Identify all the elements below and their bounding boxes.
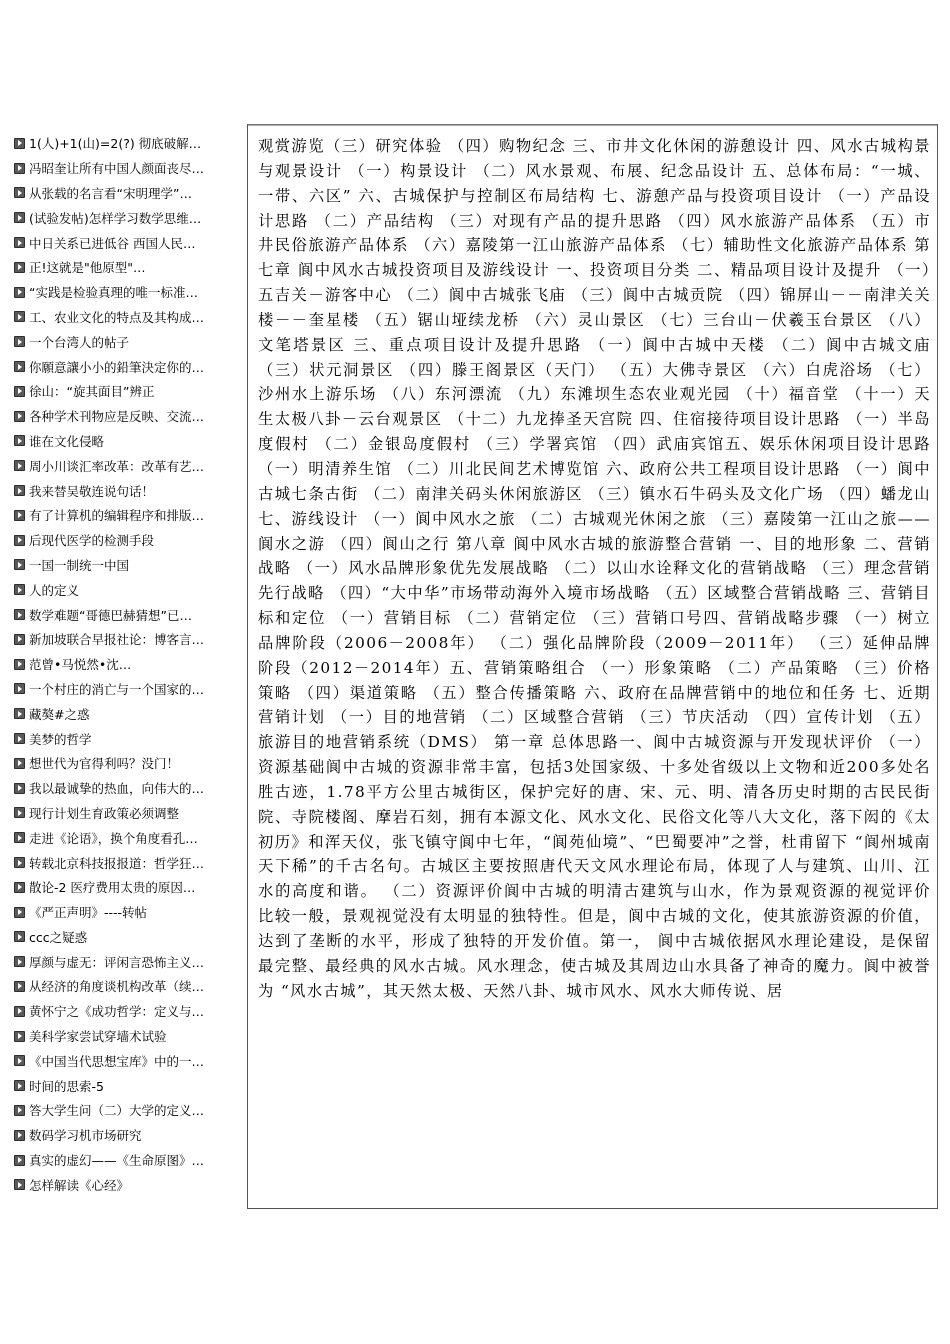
- arrow-bullet-icon: [14, 1105, 25, 1116]
- sidebar-link-label: 《中国当代思想宝库》中的一…: [29, 1053, 205, 1069]
- sidebar-link[interactable]: [14, 677, 236, 702]
- sidebar-link[interactable]: [14, 850, 236, 875]
- arrow-bullet-icon: [14, 187, 25, 198]
- arrow-bullet-icon: [14, 907, 25, 918]
- arrow-bullet-icon: [14, 411, 25, 422]
- sidebar-link[interactable]: [14, 1148, 236, 1173]
- arrow-bullet-icon: [14, 981, 25, 992]
- sidebar-link-label: 数码学习机市场研究: [29, 1128, 142, 1144]
- sidebar-link-label: 《严正声明》----转帖: [29, 905, 148, 921]
- arrow-bullet-icon: [14, 163, 25, 174]
- arrow-bullet-icon: [14, 832, 25, 843]
- sidebar-link[interactable]: [14, 999, 236, 1024]
- sidebar-link[interactable]: [14, 156, 236, 181]
- sidebar-link[interactable]: [14, 255, 236, 280]
- arrow-bullet-icon: [14, 733, 25, 744]
- sidebar-link-label: 有了计算机的编辑程序和排版…: [29, 508, 205, 524]
- content-inner-border: [248, 125, 937, 128]
- arrow-bullet-icon: [14, 336, 25, 347]
- sidebar-link-label: 范曾•马悦然•沈…: [29, 657, 132, 673]
- sidebar-link-label: 藏獒#之惑: [29, 706, 90, 722]
- sidebar-link[interactable]: [14, 1172, 236, 1197]
- sidebar-link-label: 想世代为官得利吗？没门！: [29, 756, 180, 772]
- sidebar-link-label: 走进《论语》，换个角度看孔…: [29, 830, 198, 846]
- sidebar-link-label: 从经济的角度谈机构改革（续…: [29, 979, 205, 995]
- sidebar-link[interactable]: [14, 577, 236, 602]
- arrow-bullet-icon: [14, 807, 25, 818]
- arrow-bullet-icon: [14, 559, 25, 570]
- arrow-bullet-icon: [14, 1130, 25, 1141]
- sidebar-link-label: 真实的虚幻——《生命原图》…: [29, 1153, 205, 1169]
- arrow-bullet-icon: [14, 1006, 25, 1017]
- arrow-bullet-icon: [14, 783, 25, 794]
- sidebar-link[interactable]: [14, 900, 236, 925]
- arrow-bullet-icon: [14, 634, 25, 645]
- sidebar-link[interactable]: [14, 701, 236, 726]
- arrow-bullet-icon: [14, 1155, 25, 1166]
- sidebar-link-label: 黄怀宁之《成功哲学：定义与…: [29, 1004, 205, 1020]
- sidebar-link[interactable]: [14, 751, 236, 776]
- arrow-bullet-icon: [14, 1179, 25, 1190]
- sidebar-link-label: 我以最诚挚的热血，向伟大的…: [29, 781, 205, 797]
- arrow-bullet-icon: [14, 584, 25, 595]
- sidebar-link-label: 冯昭奎让所有中国人颜面丧尽…: [29, 161, 205, 177]
- sidebar-link-label: 一个台湾人的帖子: [29, 334, 130, 350]
- sidebar-link[interactable]: [14, 404, 236, 429]
- arrow-bullet-icon: [14, 262, 25, 273]
- arrow-bullet-icon: [14, 882, 25, 893]
- sidebar-link[interactable]: [14, 429, 236, 454]
- sidebar-link-label: 各种学术刊物应是反映、交流…: [29, 409, 205, 425]
- sidebar-link-label: 人的定义: [29, 582, 80, 598]
- sidebar-link-label: 正!这就是"他原型"…: [29, 260, 146, 276]
- arrow-bullet-icon: [14, 361, 25, 372]
- sidebar-link[interactable]: [14, 1098, 236, 1123]
- arrow-bullet-icon: [14, 758, 25, 769]
- sidebar-link-label: 工、农业文化的特点及其构成…: [29, 309, 205, 325]
- sidebar-link[interactable]: [14, 925, 236, 950]
- sidebar-link-label: 一国一制统一中国: [29, 557, 130, 573]
- sidebar-link[interactable]: [14, 305, 236, 330]
- sidebar-link[interactable]: [14, 528, 236, 553]
- sidebar-link[interactable]: [14, 453, 236, 478]
- arrow-bullet-icon: [14, 609, 25, 620]
- sidebar-link[interactable]: [14, 801, 236, 826]
- arrow-bullet-icon: [14, 857, 25, 868]
- sidebar-link-label: 美梦的哲学: [29, 731, 92, 747]
- arrow-bullet-icon: [14, 535, 25, 546]
- sidebar-link-label: 后现代医学的检测手段: [29, 533, 155, 549]
- sidebar-link-label: 怎样解读《心经》: [29, 1177, 130, 1193]
- arrow-bullet-icon: [14, 510, 25, 521]
- sidebar-link-label: ccc之疑惑: [29, 929, 88, 945]
- arrow-bullet-icon: [14, 1055, 25, 1066]
- sidebar-link-label: 从张载的名言看“宋明理学”…: [29, 185, 192, 201]
- sidebar-link[interactable]: [14, 354, 236, 379]
- arrow-bullet-icon: [14, 386, 25, 397]
- sidebar-link-label: 美科学家尝试穿墙术试验: [29, 1029, 167, 1045]
- sidebar-link[interactable]: [14, 280, 236, 305]
- sidebar-link-label: 现行计划生育政策必须调整: [29, 805, 180, 821]
- arrow-bullet-icon: [14, 287, 25, 298]
- sidebar-link-label: “实践是检验真理的唯一标准…: [29, 285, 198, 301]
- sidebar-link-label: 厚颜与虚无：评闲言恐怖主义…: [29, 954, 205, 970]
- sidebar-link-label: 中日关系已进低谷 西国人民…: [29, 235, 196, 251]
- arrow-bullet-icon: [14, 708, 25, 719]
- sidebar-link[interactable]: [14, 205, 236, 230]
- article-content-box: [247, 124, 938, 1209]
- arrow-bullet-icon: [14, 956, 25, 967]
- sidebar-link-label: (试验发帖)怎样学习数学思维…: [29, 210, 202, 226]
- arrow-bullet-icon: [14, 683, 25, 694]
- sidebar-link[interactable]: [14, 1073, 236, 1098]
- sidebar-link[interactable]: [14, 553, 236, 578]
- sidebar-link-label: 你願意讓小小的鉛筆決定你的…: [29, 359, 205, 375]
- sidebar-link[interactable]: [14, 478, 236, 503]
- sidebar-link[interactable]: [14, 230, 236, 255]
- arrow-bullet-icon: [14, 485, 25, 496]
- sidebar-link-label: 新加坡联合早报社论：博客言…: [29, 632, 205, 648]
- sidebar-link-label: 答大学生问（二）大学的定义…: [29, 1103, 205, 1119]
- arrow-bullet-icon: [14, 1080, 25, 1091]
- sidebar-link[interactable]: [14, 949, 236, 974]
- sidebar-link[interactable]: [14, 974, 236, 999]
- article-body-text: 观赏游览（三）研究体验 （四）购物纪念 三、市井文化休闲的游憩设计 四、风水古城构景与观景设计 （一）构景设计 （二）风水景观、布展、纪念品设计 五、总体布局：“一城、一带、六区” 六、古城保护与控制区布局结构 七、游憩产品与投资项目设计 （一）产品设计思路 （二）产品结构 （三）对现有产品的提升思路 （四）风水旅游产品体系 （五）市井民俗旅游产品体系 （六）嘉陵第一江山旅游产品体系 （七）辅助性文化旅游产品体系 第七章 阆中风水古城投资项目及游线设计 一、投资项目分类 二、精品项目设计及提升 （一）五吉关－游客中心 （二）阆中古城张飞庙 （三）阆中古城贡院 （四）锦屏山－－南津关关楼－－奎星楼 （五）锯山垭续龙桥 （六）灵山景区 （七）三台山－伏羲玉台景区 （八）文笔塔景区 三、重点项目设计及提升思路 （一）阆中古城中天楼 （二）阆中古城文庙 （三）状元洞景区 （四）滕王阁景区（天门） （五）大佛寺景区 （六）白虎浴场 （七）沙州水上游乐场 （八）东河漂流 （九）东滩坝生态农业观光园 （十）福音堂 （十一）天生太极八卦－云台观景区 （十二）九龙捧圣天宫院 四、住宿接待项目设计思路 （一）半岛度假村 （二）金银岛度假村 （三）学署宾馆 （四）武庙宾馆五、娱乐休闲项目设计思路 （一）明清养生馆 （二）川北民间艺术博览馆 六、政府公共工程项目设计思路 （一）阆中古城七条古街 （二）南津关码头休闲旅游区 （三）镇水石牛码头及文化广场 （四）蟠龙山 七、游线设计 （一）阆中风水之旅 （二）古城观光休闲之旅 （三）嘉陵第一江山之旅——阆水之游 （四）阆山之行 第八章 阆中风水古城的旅游整合营销 一、目的地形象 二、营销战略 （一）风水品牌形象优先发展战略 （二）以山水诠释文化的营销战略 （三）理念营销先行战略 （四）“大中华”市场带动海外入境市场战略 （五）区域整合营销战略 三、营销目标和定位 （一）营销目标 （二）营销定位 （三）营销口号四、营销战略步骤 （一）树立品牌阶段（2006－2008年） （二）强化品牌阶段（2009－2011年） （三）延伸品牌阶段（2012－2014年）五、营销策略组合 （一）形象策略 （二）产品策略 （三）价格策略 （四）渠道策略 （五）整合传播策略 六、政府在品牌营销中的地位和任务 七、近期营销计划 （一）目的地营销 （二）区域整合营销 （三）节庆活动 （四）宣传计划 （五）旅游目的地营销系统（DMS） 第一章 总体思路一、阆中古城资源与开发现状评价 （一）资源基础阆中古城的资源非常丰富，包括3处国家级、十多处省级以上文物和近200多处名胜古迹，1.78平方公里古城街区，保护完好的唐、宋、元、明、清各历史时期的古民民街院、寺院楼阁、摩岩石刻，拥有本源文化、风水文化、民俗文化等八大文化，落下闳的《太初历》和浑天仪，张飞镇守阆中七年，“阆苑仙境”、“巴蜀要冲”之誉，杜甫留下 “阆州城南天下稀”的千古名句。古城区主要按照唐代天文风水理论布局，体现了人与建筑、山川、江水的高度和谐。 （二）资源评价阆中古城的明清古建筑与山水，作为景观资源的视觉评价比较一般，景观视觉没有太明显的独特性。但是，阆中古城的文化，使其旅游资源的价值，达到了垄断的水平，形成了独特的开发价值。第一， 阆中古城依据风水理论建设，是保留最完整、最经典的风水古城。风水理念，使古城及其周边山水具备了神奇的魔力。阆中被誉为 “风水古城”，其天然太极、天然八卦、城市风水、风水大师传说、居: [258, 137, 931, 1000]
- sidebar-link-label: 谁在文化侵略: [29, 433, 105, 449]
- sidebar-link-list: [14, 131, 236, 1197]
- sidebar-link[interactable]: [14, 776, 236, 801]
- arrow-bullet-icon: [14, 311, 25, 322]
- sidebar-link[interactable]: [14, 503, 236, 528]
- sidebar-link[interactable]: [14, 1048, 236, 1073]
- sidebar-link-label: 数学难题“哥德巴赫猜想”已…: [29, 607, 192, 623]
- sidebar-link[interactable]: [14, 1123, 236, 1148]
- sidebar-link[interactable]: [14, 602, 236, 627]
- arrow-bullet-icon: [14, 1031, 25, 1042]
- sidebar-link-label: 周小川谈汇率改革：改革有艺…: [29, 458, 205, 474]
- arrow-bullet-icon: [14, 237, 25, 248]
- sidebar-link[interactable]: [14, 825, 236, 850]
- arrow-bullet-icon: [14, 931, 25, 942]
- sidebar-link-label: 散论-2 医疗费用太贵的原因…: [29, 880, 196, 896]
- arrow-bullet-icon: [14, 138, 25, 149]
- sidebar-link[interactable]: [14, 379, 236, 404]
- sidebar-link[interactable]: [14, 131, 236, 156]
- sidebar-link-label: 徐山：“旋其面目”辨正: [29, 384, 155, 400]
- arrow-bullet-icon: [14, 212, 25, 223]
- sidebar-link[interactable]: [14, 329, 236, 354]
- sidebar-link[interactable]: [14, 726, 236, 751]
- sidebar-link[interactable]: [14, 875, 236, 900]
- sidebar-link-label: 一个村庄的消亡与一个国家的…: [29, 681, 205, 697]
- sidebar-link-label: 我来替吴敬连说句话！: [29, 483, 155, 499]
- arrow-bullet-icon: [14, 460, 25, 471]
- arrow-bullet-icon: [14, 435, 25, 446]
- sidebar-link-label: 1(人)+1(山)=2(?) 彻底破解…: [29, 136, 202, 152]
- sidebar-link-label: 时间的思索-5: [29, 1078, 104, 1094]
- sidebar-link-label: 转载北京科技报报道：哲学狂…: [29, 855, 205, 871]
- sidebar-link[interactable]: [14, 1024, 236, 1049]
- sidebar-link[interactable]: [14, 652, 236, 677]
- arrow-bullet-icon: [14, 659, 25, 670]
- sidebar-link[interactable]: [14, 181, 236, 206]
- sidebar-link[interactable]: [14, 627, 236, 652]
